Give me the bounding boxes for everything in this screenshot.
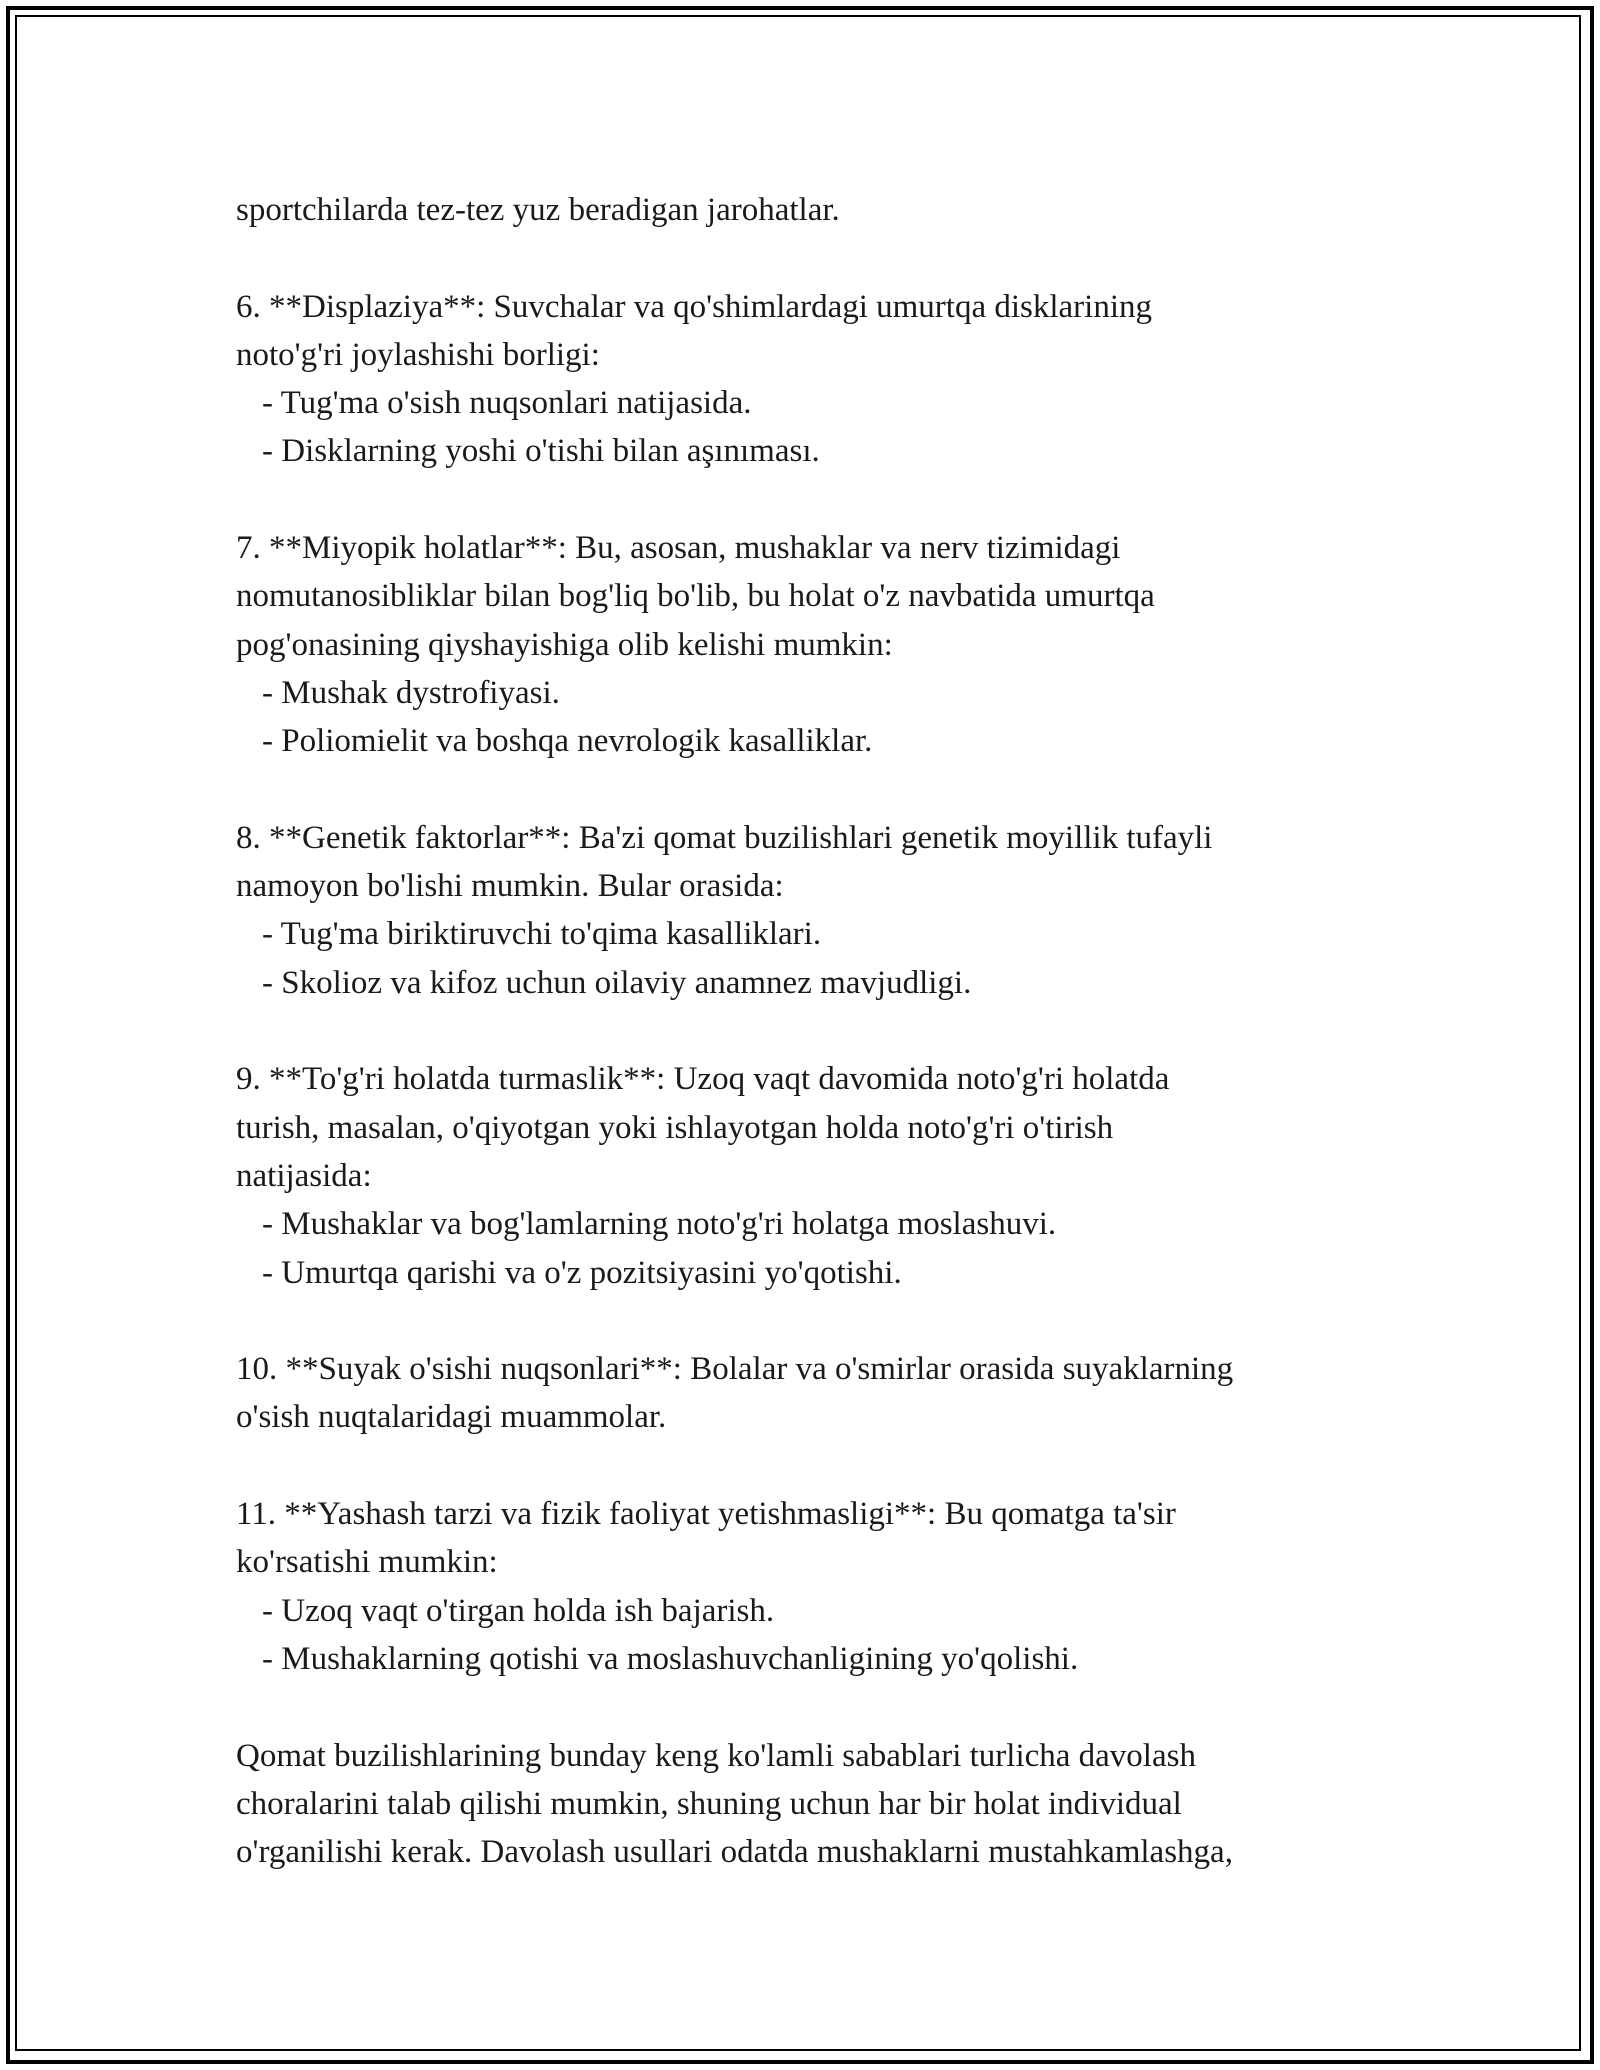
paragraph-gap <box>236 1007 1386 1055</box>
section-line: 9. **To'g'ri holatda turmaslik**: Uzoq vaqt davomida noto'g'ri holatda <box>236 1061 1170 1098</box>
section-line: 6. **Displaziya**: Suvchalar va qo'shimlardagi umurtqa disklarining <box>236 288 1153 325</box>
section-line: ko'rsatishi mumkin: <box>236 1544 498 1581</box>
bullet-item: - Disklarning yoshi o'tishi bilan aşınıması. <box>262 433 820 470</box>
bullet-item: - Skolioz va kifoz uchun oilaviy anamnez mavjudligi. <box>262 964 972 1001</box>
closing-line: choralarini talab qilishi mumkin, shuning uchun har bir holat individual <box>236 1785 1182 1822</box>
document-body <box>236 186 1386 1876</box>
closing-line: Qomat buzilishlarining bunday keng ko'lamli sabablari turlicha davolash <box>236 1737 1196 1774</box>
section-line: natijasida: <box>236 1157 372 1194</box>
section-line: 8. **Genetik faktorlar**: Ba'zi qomat buzilishlari genetik moyillik tufayli <box>236 819 1213 856</box>
section-line: 10. **Suyak o'sishi nuqsonlari**: Bolalar va o'smirlar orasida suyaklarning <box>236 1351 1234 1388</box>
section-line: pog'onasining qiyshayishiga olib kelishi mumkin: <box>236 626 893 663</box>
paragraph-gap <box>236 1442 1386 1490</box>
paragraph-gap <box>236 476 1386 524</box>
section-displaziya <box>236 283 1386 476</box>
paragraph-gap <box>236 766 1386 814</box>
section-suyak-osishi-nuqsonlari <box>236 1345 1386 1442</box>
bullet-item: - Tug'ma o'sish nuqsonlari natijasida. <box>262 385 752 422</box>
section-line: turish, masalan, o'qiyotgan yoki ishlayotgan holda noto'g'ri o'tirish <box>236 1109 1114 1146</box>
section-line: namoyon bo'lishi mumkin. Bular orasida: <box>236 868 784 905</box>
bullet-item: - Mushaklarning qotishi va moslashuvchanligining yo'qolishi. <box>262 1640 1079 1677</box>
bullet-item: - Mushak dystrofiyasi. <box>262 674 560 711</box>
section-line: noto'g'ri joylashishi borligi: <box>236 336 600 373</box>
closing-paragraph <box>236 1732 1386 1877</box>
closing-line: o'rganilishi kerak. Davolash usullari odatda mushaklarni mustahkamlashga, <box>236 1834 1233 1871</box>
paragraph-gap <box>236 1297 1386 1345</box>
bullet-item: - Poliomielit va boshqa nevrologik kasalliklar. <box>262 723 873 760</box>
section-line: 11. **Yashash tarzi va fizik faoliyat yetishmasligi**: Bu qomatga ta'sir <box>236 1496 1176 1533</box>
bullet-item: - Uzoq vaqt o'tirgan holda ish bajarish. <box>262 1592 775 1629</box>
section-line: o'sish nuqtalaridagi muammolar. <box>236 1399 667 1436</box>
bullet-item: - Tug'ma biriktiruvchi to'qima kasalliklari. <box>262 916 822 953</box>
paragraph-gap <box>236 234 1386 282</box>
section-miyopik-holatlar <box>236 524 1386 765</box>
intro-line: sportchilarda tez-tez yuz beradigan jarohatlar. <box>236 192 840 228</box>
paragraph-gap <box>236 1683 1386 1731</box>
section-genetik-faktorlar <box>236 814 1386 1007</box>
bullet-item: - Mushaklar va bog'lamlarning noto'g'ri holatga moslashuvi. <box>262 1206 1057 1243</box>
section-yashash-tarzi <box>236 1490 1386 1683</box>
bullet-item: - Umurtqa qarishi va o'z pozitsiyasini yo'qotishi. <box>262 1254 902 1291</box>
section-line: 7. **Miyopik holatlar**: Bu, asosan, mushaklar va nerv tizimidagi <box>236 530 1121 567</box>
section-togri-holatda-turmaslik <box>236 1055 1386 1296</box>
section-line: nomutanosibliklar bilan bog'liq bo'lib, bu holat o'z navbatida umurtqa <box>236 578 1155 615</box>
